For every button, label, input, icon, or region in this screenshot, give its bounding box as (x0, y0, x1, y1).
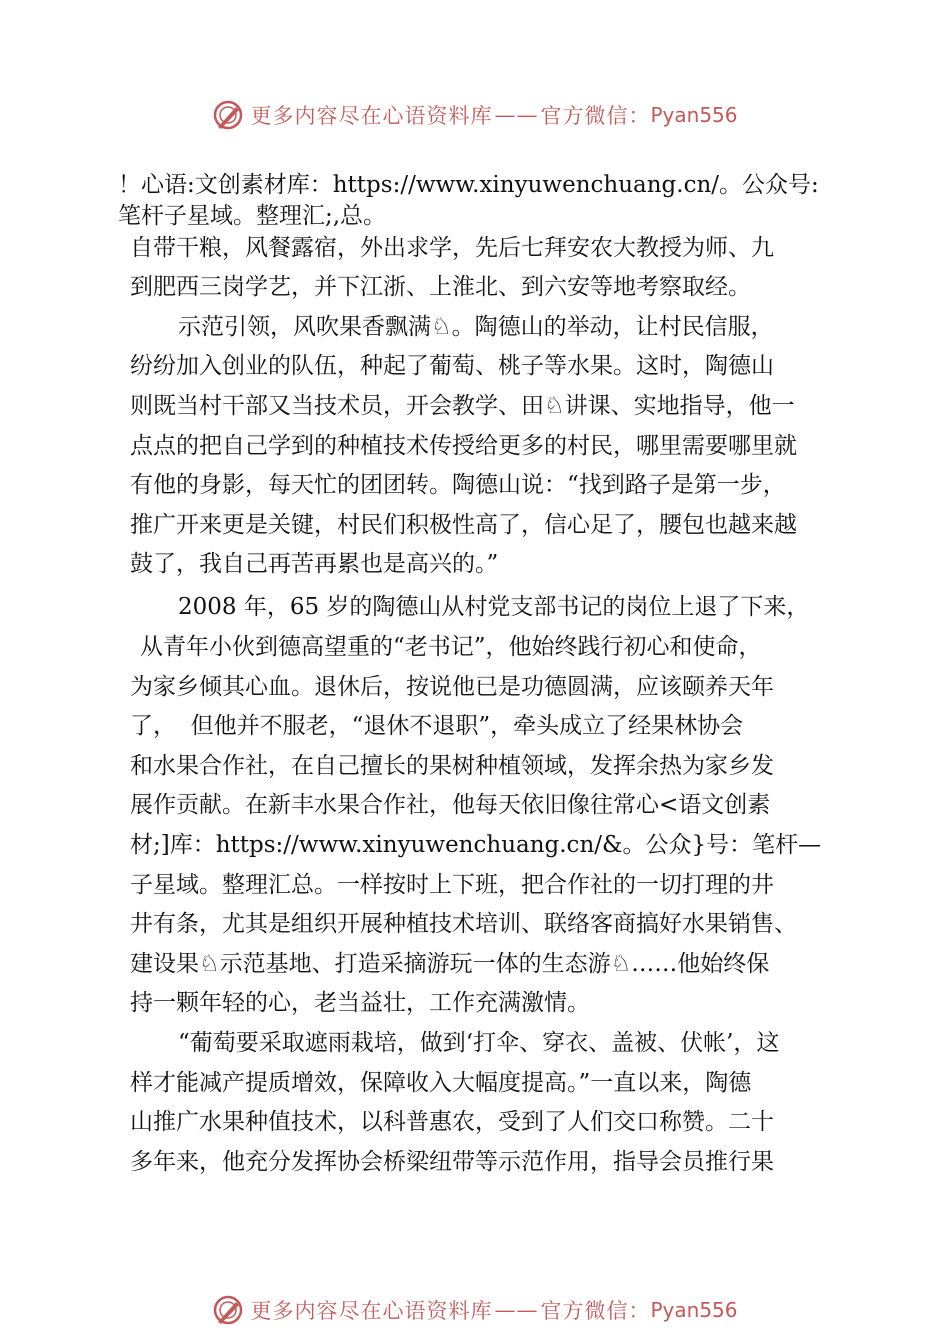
body-line: 展作贡献。在新丰水果合作社，他每天依旧像往常心<语文创素 (130, 792, 771, 818)
body-line: 建设果♘示范基地、打造采摘游玩一体的生态游♘……他始终保 (130, 951, 770, 977)
banner-dash: —— (494, 1298, 539, 1322)
banner-wechat-id: Pyan556 (650, 103, 738, 127)
pen-logo-icon (212, 99, 244, 131)
body-line: 鼓了，我自己再苦再累也是高兴的。” (130, 551, 499, 577)
body-line: 和水果合作社，在自己擅长的果树种植领域，发挥余热为家乡发 (130, 753, 774, 779)
body-line: 纷纷加入创业的队伍，种起了葡萄、桃子等水果。这时，陶德山 (130, 353, 774, 379)
body-line: 则既当村干部又当技术员，开会教学、田♘讲课、实地指导，他一 (130, 393, 795, 419)
body-line: 到肥西三岗学艺，并下江浙、上淮北、到六安等地考察取经。 (130, 274, 751, 300)
body-line: 点点的把自己学到的种植技术传授给更多的村民，哪里需要哪里就 (130, 433, 797, 459)
banner-title: 更多内容尽在心语资料库 (250, 1299, 493, 1323)
body-line: 推广开来更是关键，村民们积极性高了，信心足了，腰包也越来越 (130, 512, 797, 538)
banner-wechat-id: Pyan556 (650, 1298, 738, 1322)
body-line: “葡萄要采取遮雨栽培，做到‘打伞、穿衣、盖被、伏帐’，这 (178, 1030, 780, 1056)
body-line: 2008 年，65 岁的陶德山从村党支部书记的岗位上退了下来， (178, 594, 810, 620)
body-line: ！心语:文创素材库：https://www.xinyuwenchuang.cn/。公众号: (118, 172, 819, 198)
body-line: 从青年小伙到德高望重的“老书记”，他始终践行初心和使命， (140, 634, 762, 660)
header-banner (0, 95, 950, 135)
body-line: 子星域。整理汇总。一样按时上下班，把合作社的一切打理的井 (130, 872, 774, 898)
body-line: 了， 但他并不服老，“退休不退职”，牵头成立了经果林协会 (130, 713, 744, 739)
body-line: 多年来，他充分发挥协会桥梁纽带等示范作用，指导会员推行果 (130, 1149, 774, 1175)
body-line: 材;]库：https://www.xinyuwenchuang.cn/&。公众}号：笔杆— (130, 832, 822, 858)
body-line: 样才能减产提质增效，保障收入大幅度提高。”一直以来，陶德 (130, 1070, 752, 1096)
body-line: 为家乡倾其心血。退休后，按说他已是功德圆满，应该颐养天年 (130, 674, 774, 700)
body-line: 山推广水果种值技术，以科普惠农，受到了人们交口称赞。二十 (130, 1109, 774, 1135)
body-line: 有他的身影，每天忙的团团转。陶德山说：“找到路子是第一步， (130, 472, 786, 498)
banner-title: 更多内容尽在心语资料库 (250, 104, 493, 128)
banner-wechat-label: 官方微信： (540, 1299, 651, 1323)
body-line: 示范引领，风吹果香飘满♘。陶德山的举动，让村民信服， (178, 314, 774, 340)
banner-wechat-label: 官方微信： (540, 104, 651, 128)
body-line: 井有条，尤其是组织开展种植技术培训、联络客商搞好水果销售、 (130, 911, 797, 937)
body-line: 持一颗年轻的心，老当益壮，工作充满激情。 (130, 990, 590, 1016)
body-line: 自带干粮，风餐露宿，外出求学，先后七拜安农大教授为师、九 (130, 235, 774, 261)
pen-logo-icon (212, 1294, 244, 1326)
banner-dash: —— (494, 103, 539, 127)
footer-banner (0, 1290, 950, 1330)
body-line: 笔杆子星域。整理汇;,总。 (118, 203, 387, 229)
